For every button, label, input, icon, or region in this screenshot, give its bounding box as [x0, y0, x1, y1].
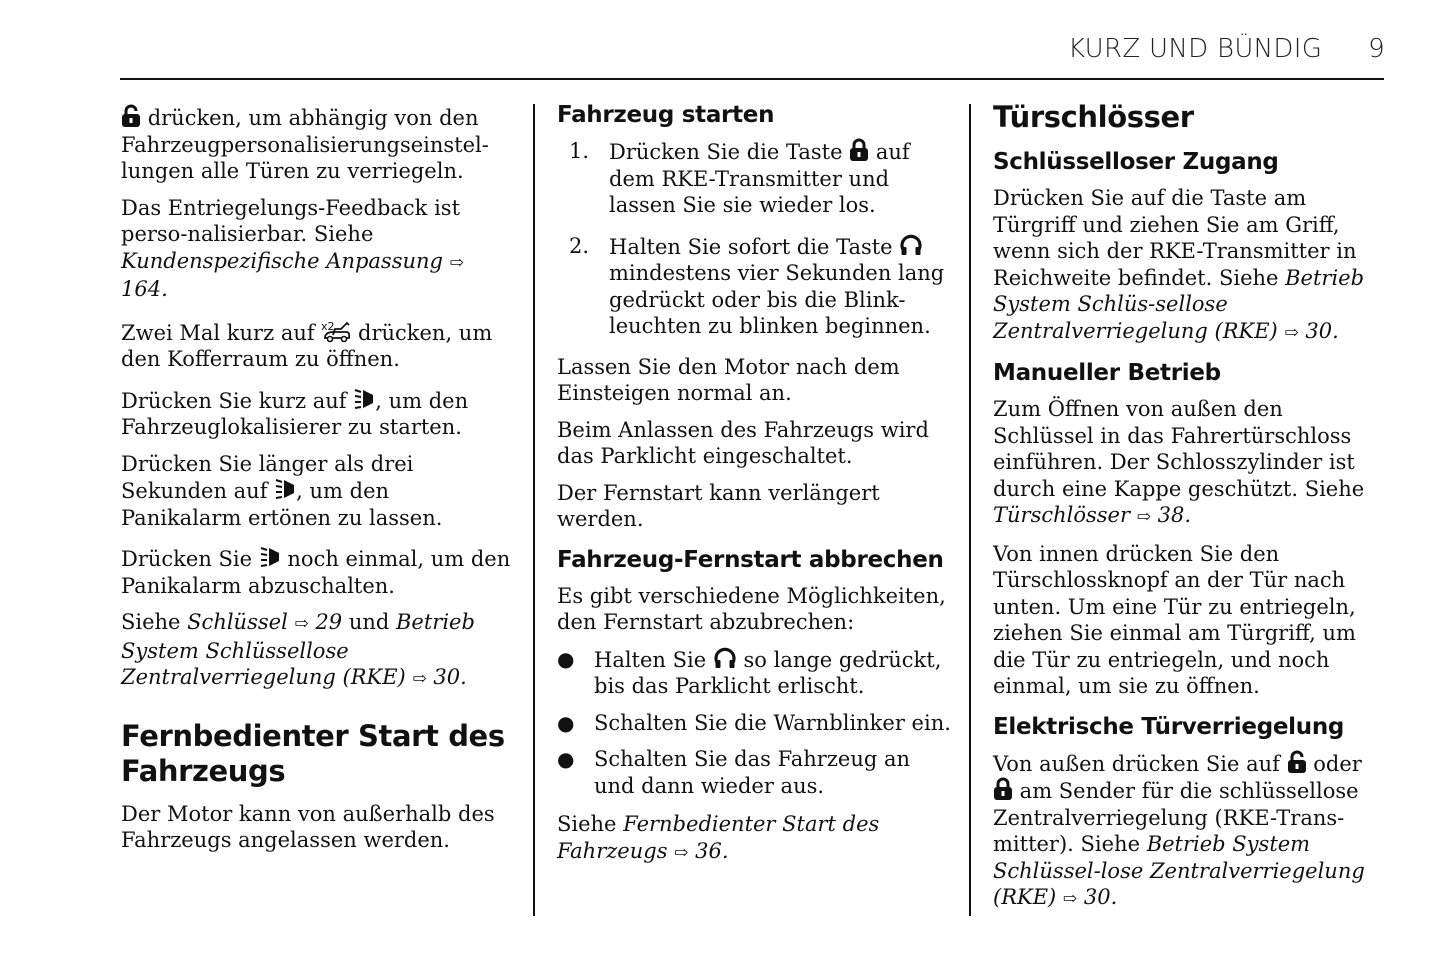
remote-start-icon	[713, 646, 737, 670]
cross-reference-link[interactable]: Türschlösser ⇨ 38	[993, 503, 1185, 527]
numbered-list	[557, 138, 952, 340]
paragraph: Der Fernstart kann verlängert werden.	[557, 480, 880, 531]
header-title: KURZ UND BÜNDIG	[1068, 34, 1323, 64]
bullet-icon: ●	[557, 646, 575, 671]
column-1	[121, 104, 516, 864]
paragraph: Zum Öffnen von außen den Schlüssel in das Fahrertürschloss einführen. Der Schlosszylinder ist durch eine Kappe geschützt. Siehe Türschlösser ⇨ 38.	[993, 397, 1365, 527]
arrow-right-icon: ⇨	[1284, 322, 1299, 343]
page-header	[1068, 34, 1385, 64]
arrow-right-icon: ⇨	[1136, 507, 1151, 527]
paragraph: Drücken Sie kurz auf , um den Fahrzeuglokalisierer zu starten.	[121, 388, 469, 439]
paragraph: Beim Anlassen des Fahrzeugs wird das Parklicht eingeschaltet.	[557, 417, 929, 468]
paragraph: Siehe Fernbedienter Start des Fahrzeugs ⇨ 36.	[557, 812, 880, 863]
vehicle-locator-horn-icon	[259, 545, 281, 569]
vehicle-locator-horn-icon	[274, 477, 296, 501]
cross-reference-link[interactable]: Kundenspezifische Anpassung ⇨ 164	[121, 248, 464, 301]
cross-reference-link[interactable]: Fernbedienter Start des Fahrzeugs ⇨ 36	[557, 812, 880, 863]
column-3	[993, 100, 1388, 923]
page-number: 9	[1368, 34, 1385, 64]
arrow-right-icon: ⇨	[449, 252, 464, 273]
lock-icon	[849, 138, 869, 162]
bullet-icon: ●	[557, 747, 575, 771]
section-heading: Fernbedienter Start des Fahrzeugs	[121, 718, 505, 788]
cross-reference-link[interactable]: Betrieb System Schlüssellose Zentralverriegelung (RKE) ⇨ 30	[121, 610, 475, 689]
cross-reference-link[interactable]: Schlüssel ⇨ 29	[187, 610, 343, 634]
paragraph: Drücken Sie auf die Taste am Türgriff und ziehen Sie am Griff, wenn sich der RKE-Transmitter in Reichweite befindet. Siehe Betrieb System Schlüs-sellose Zentralverriegelung (RKE) ⇨ 30.	[993, 186, 1365, 343]
list-item: 1. Drücken Sie die Taste auf dem RKE-Transmitter und lassen Sie sie wieder los.	[569, 139, 910, 217]
subsection-heading: Fahrzeug starten	[557, 102, 775, 128]
lock-icon	[993, 777, 1013, 801]
cross-reference-link[interactable]: Betrieb System Schlüssel-lose Zentralverriegelung (RKE) ⇨ 30	[993, 832, 1365, 909]
trunk-x2-icon	[321, 317, 351, 343]
list-item: 2. Halten Sie sofort die Taste mindestens vier Sekunden lang gedrückt oder bis die Blink-leuchten zu blinken beginnen.	[569, 233, 945, 338]
unlock-icon	[1287, 750, 1307, 774]
subsection-heading: Manueller Betrieb	[993, 360, 1221, 386]
paragraph: drücken, um abhängig von den Fahrzeugpersonalisierungseinstel-lungen alle Türen zu verriegeln.	[121, 106, 489, 183]
header-rule	[120, 78, 1384, 80]
bullet-list	[557, 646, 952, 800]
paragraph: Von innen drücken Sie den Türschlossknopf an der Tür nach unten. Um eine Tür zu entriegeln, ziehen Sie einmal am Türgriff, um die Tür zu entriegeln, und noch einmal, um sie zu öffnen.	[993, 541, 1356, 698]
paragraph: Lassen Sie den Motor nach dem Einsteigen normal an.	[557, 354, 900, 405]
subsection-heading: Elektrische Türverriegelung	[993, 713, 1345, 740]
paragraph: Es gibt verschiedene Möglichkeiten, den Fernstart abzubrechen:	[557, 583, 946, 634]
paragraph: Zwei Mal kurz auf drücken, um den Kofferraum zu öffnen.	[121, 317, 516, 373]
vehicle-locator-horn-icon	[353, 387, 375, 411]
arrow-right-icon: ⇨	[674, 842, 689, 863]
list-item: ● Halten Sie so lange gedrückt, bis das Parklicht erlischt.	[557, 646, 942, 698]
subsection-heading: Fahrzeug-Fernstart abbrechen	[557, 546, 944, 573]
column-divider-1	[533, 104, 535, 916]
arrow-right-icon: ⇨	[294, 614, 309, 634]
paragraph: Siehe Schlüssel ⇨ 29 und Betrieb System Schlüssellose Zentralverriegelung (RKE) ⇨ 30.	[121, 610, 475, 689]
section-heading: Türschlösser	[993, 100, 1194, 134]
column-divider-2	[969, 104, 971, 916]
column-2	[557, 104, 952, 876]
subsection-heading: Schlüsselloser Zugang	[993, 149, 1279, 175]
list-item: ● Schalten Sie das Fahrzeug an und dann wieder aus.	[557, 747, 911, 798]
list-item: ● Schalten Sie die Warnblinker ein.	[557, 710, 951, 735]
paragraph: Drücken Sie noch einmal, um den Panikalarm abzuschalten.	[121, 547, 511, 598]
remote-start-icon	[899, 233, 923, 257]
bullet-icon: ●	[557, 710, 575, 735]
paragraph: Drücken Sie länger als drei Sekunden auf , um den Panikalarm ertönen zu lassen.	[121, 451, 443, 530]
paragraph: Von außen drücken Sie auf oder am Sender für die schlüssellose Zentralverriegelung (RKE-Trans-mitter). Siehe Betrieb System Schlüssel-lose Zentralverriegelung (RKE) ⇨ 30.	[993, 751, 1365, 909]
arrow-right-icon: ⇨	[412, 669, 427, 689]
paragraph: Das Entriegelungs-Feedback ist perso-nalisierbar. Siehe Kundenspezifische Anpassung ⇨ 164.	[121, 195, 464, 301]
unlock-icon	[121, 104, 141, 128]
arrow-right-icon: ⇨	[1062, 889, 1078, 909]
paragraph: Der Motor kann von außerhalb des Fahrzeugs angelassen werden.	[121, 801, 495, 852]
cross-reference-link[interactable]: Betrieb System Schlüs-sellose Zentralverriegelung (RKE) ⇨ 30	[993, 265, 1365, 343]
